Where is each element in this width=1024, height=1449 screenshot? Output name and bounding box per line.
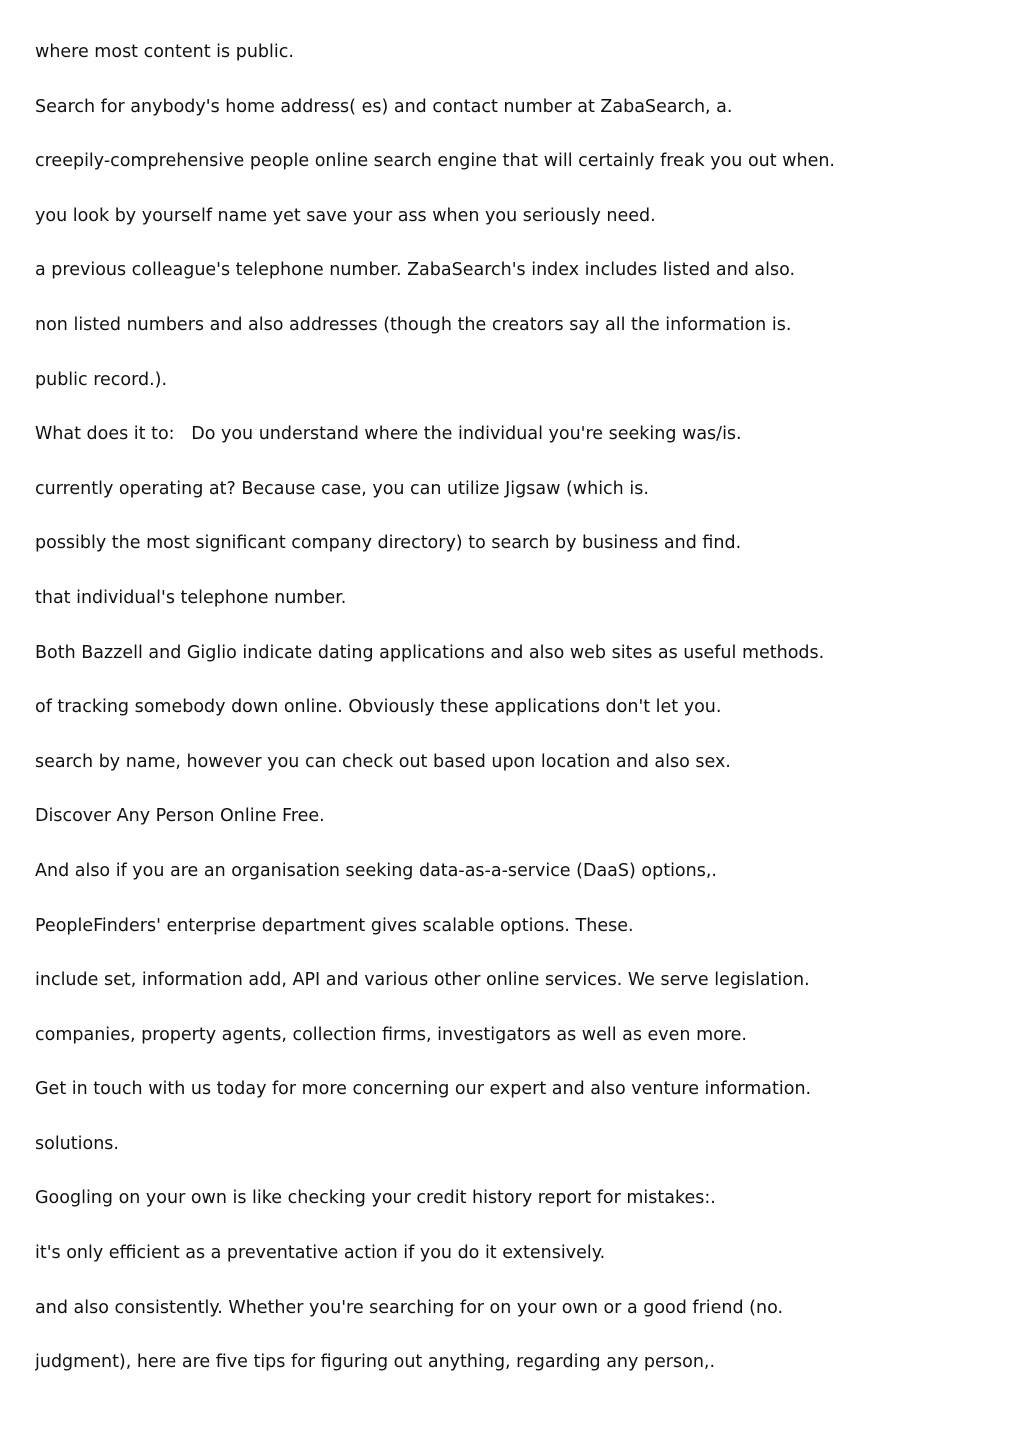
text-line: Googling on your own is like checking your credit history report for mistakes:. xyxy=(35,1188,716,1209)
text-line: where most content is public. xyxy=(35,42,294,62)
text-line: companies, property agents, collection firms, investigators as well as even more. xyxy=(35,1024,747,1045)
text-line: that individual's telephone number. xyxy=(35,587,347,608)
text-line: Both Bazzell and Giglio indicate dating applications and also web sites as useful methods. xyxy=(35,642,825,663)
text-line: non listed numbers and also addresses (though the creators say all the information is. xyxy=(35,314,792,335)
text-line: of tracking somebody down online. Obviously these applications don't let you. xyxy=(35,697,722,718)
text-line: creepily-comprehensive people online search engine that will certainly freak you out when. xyxy=(35,151,835,172)
text-line: solutions. xyxy=(35,1133,119,1154)
text-line: search by name, however you can check out based upon location and also sex. xyxy=(35,751,731,772)
text-line: you look by yourself name yet save your ass when you seriously need. xyxy=(35,205,656,226)
text-line: currently operating at? Because case, you can utilize Jigsaw (which is. xyxy=(35,478,649,499)
document-page xyxy=(35,40,995,1405)
text-line: What does it to: Do you understand where the individual you're seeking was/is. xyxy=(35,424,742,445)
text-line: include set, information add, API and various other online services. We serve legislation. xyxy=(35,970,810,991)
text-line: public record.). xyxy=(35,369,168,390)
text-line: judgment), here are five tips for figuring out anything, regarding any person,. xyxy=(35,1352,716,1373)
text-line: Discover Any Person Online Free. xyxy=(35,806,325,827)
text-line: and also consistently. Whether you're searching for on your own or a good friend (no. xyxy=(35,1297,784,1318)
text-line: Search for anybody's home address( es) and contact number at ZabaSearch, a. xyxy=(35,96,733,117)
text-line: possibly the most significant company directory) to search by business and find. xyxy=(35,533,742,554)
text-line: PeopleFinders' enterprise department gives scalable options. These. xyxy=(35,915,634,936)
text-line: And also if you are an organisation seeking data-as-a-service (DaaS) options,. xyxy=(35,860,717,881)
text-line: Get in touch with us today for more concerning our expert and also venture information. xyxy=(35,1079,812,1100)
text-line: a previous colleague's telephone number. ZabaSearch's index includes listed and also. xyxy=(35,260,796,281)
text-line: it's only efficient as a preventative action if you do it extensively. xyxy=(35,1243,606,1264)
